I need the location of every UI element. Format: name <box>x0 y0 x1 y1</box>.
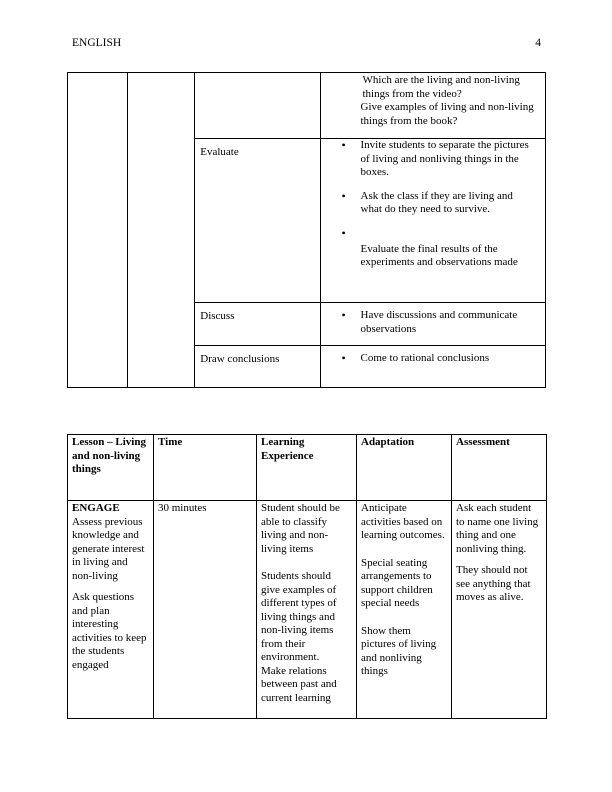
learning-cell <box>257 501 357 719</box>
list-item: • Invite students to separate the pictures of living and nonliving things in the boxes. <box>321 139 546 180</box>
learning-text: Students should give examples of different types of living things and non-living items from their environment. <box>261 570 337 663</box>
header-time: Time <box>154 435 257 501</box>
running-header: ENGLISH <box>72 37 122 49</box>
lesson-steps-table <box>67 72 546 388</box>
engage-title: ENGAGE <box>72 502 120 514</box>
header-assessment: Assessment <box>452 435 547 501</box>
assessment-cell <box>452 501 547 719</box>
header-learning-experience: Learning Experience <box>257 435 357 501</box>
empty-cell <box>68 73 128 388</box>
question-text: Which are the living and non-living things from the video? <box>362 74 520 100</box>
lesson-plan-table <box>67 434 547 719</box>
header-adaptation: Adaptation <box>357 435 452 501</box>
engage-cell <box>68 501 154 719</box>
adaptation-text: Show them pictures of living and nonliving things <box>361 624 437 677</box>
assessment-text: Ask each student to name one living thing and one nonliving thing. <box>456 502 539 555</box>
learning-text: Make relations between past and current learning <box>261 664 337 704</box>
list-item: • Come to rational conclusions <box>321 352 546 366</box>
step-bullets <box>320 139 546 303</box>
adaptation-text: Special seating arrangements to support children special needs <box>361 556 433 609</box>
step-bullets <box>320 303 546 346</box>
table-row <box>68 501 547 719</box>
step-label: Discuss <box>195 303 320 346</box>
empty-cell <box>128 73 195 388</box>
page-number: 4 <box>535 37 541 49</box>
list-text: Evaluate the final results of the experiments and observations made <box>360 242 518 268</box>
adaptation-cell <box>357 501 452 719</box>
learning-text: Student should be able to classify living and non-living items <box>261 502 340 555</box>
question-text: Give examples of living and non-living things from the book? <box>360 101 534 127</box>
engage-text-2: Ask questions and plan interesting activities to keep the students engaged <box>72 591 147 671</box>
header-lesson: Lesson – Living and non-living things <box>68 435 154 501</box>
question-cell <box>320 73 546 139</box>
assessment-text: They should not see anything that moves as alive. <box>456 564 531 603</box>
step-bullets <box>320 346 546 388</box>
list-item: • Have discussions and communicate observations <box>321 309 546 336</box>
list-item: • Ask the class if they are living and what do they need to survive. <box>321 190 546 217</box>
step-label: Draw conclusions <box>195 346 320 388</box>
list-item <box>321 227 546 241</box>
empty-cell <box>195 73 320 139</box>
engage-text: Assess previous knowledge and generate interest in living and non-living <box>72 515 145 582</box>
step-label: Evaluate <box>195 139 320 303</box>
table-row <box>68 73 546 139</box>
adaptation-text: Anticipate activities based on learning outcomes. <box>361 502 445 541</box>
time-cell: 30 minutes <box>154 501 257 719</box>
table-header-row <box>68 435 547 501</box>
list-item-continued <box>321 243 546 270</box>
